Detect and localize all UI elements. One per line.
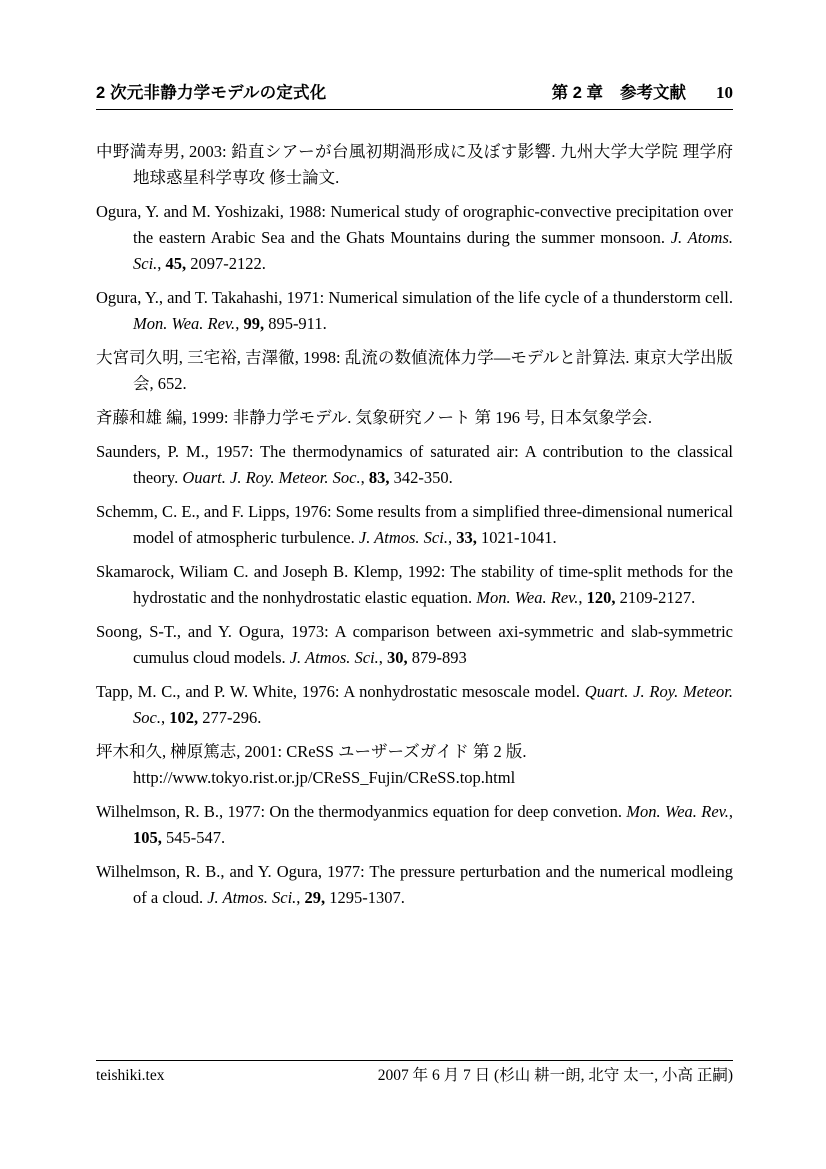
reference-text: 545-547. xyxy=(161,828,226,847)
reference-entry xyxy=(96,859,733,911)
reference-entry xyxy=(96,559,733,611)
reference-text: 895-911. xyxy=(264,314,327,333)
reference-text: 2097-2122. xyxy=(186,254,266,273)
reference-text: 大宮司久明, 三宅裕, 吉澤徹, 1998: 乱流の数値流体力学—モデルと計算法. 東京大学出版会, 652. xyxy=(96,348,733,393)
reference-text: , xyxy=(728,802,733,821)
reference-entry xyxy=(96,619,733,671)
reference-entry xyxy=(96,799,733,851)
reference-text: 1295-1307. xyxy=(325,888,405,907)
reference-text: Wilhelmson, R. B., and Y. Ogura, 1977: The pressure perturbation and the numerical modleing of a cloud. xyxy=(96,862,733,907)
reference-text: Mon. Wea. Rev. xyxy=(476,588,579,607)
reference-text: , xyxy=(578,588,587,607)
reference-text: Mon. Wea. Rev. xyxy=(626,802,729,821)
reference-text: http://www.tokyo.rist.or.jp/CReSS_Fujin/CReSS.top.html xyxy=(133,768,516,787)
reference-text: Ogura, Y. and M. Yoshizaki, 1988: Numerical study of orographic-convective precipitation over the eastern Arabic Sea and the Ghats Mountains during the summer monsoon. xyxy=(96,202,733,247)
reference-text: 102, xyxy=(169,708,199,727)
reference-text: 30, xyxy=(387,648,408,667)
reference-entry xyxy=(96,679,733,731)
reference-text: , xyxy=(360,468,369,487)
reference-text: , xyxy=(378,648,388,667)
reference-text: J. Atoms. Sci. xyxy=(133,228,733,273)
reference-text: 120, xyxy=(586,588,616,607)
reference-list xyxy=(96,139,733,919)
reference-text: 斉藤和雄 編, 1999: 非静力学モデル. 気象研究ノート 第 196 号, 日本気象学会. xyxy=(96,408,653,427)
reference-text: 45, xyxy=(165,254,187,273)
page-header xyxy=(96,82,733,110)
reference-text: 277-296. xyxy=(198,708,262,727)
header-right-group xyxy=(552,82,733,104)
reference-entry xyxy=(96,739,733,791)
page-footer xyxy=(96,1060,733,1086)
reference-text: , xyxy=(447,528,457,547)
page-number: 10 xyxy=(716,83,733,102)
reference-text: Schemm, C. E., and F. Lipps, 1976: Some results from a simplified three-dimensional numerical model of atmospheric turbulence. xyxy=(96,502,733,547)
reference-text: , xyxy=(296,888,305,907)
reference-text: , xyxy=(157,254,166,273)
reference-text: , xyxy=(160,708,170,727)
reference-text: 105, xyxy=(133,828,162,847)
reference-text: , xyxy=(235,314,244,333)
reference-text: 中野満寿男, 2003: 鉛直シアーが台風初期渦形成に及ぼす影響. 九州大学大学院 理学府 地球惑星科学専攻 修士論文. xyxy=(96,142,733,187)
reference-text: Ogura, Y., and T. Takahashi, 1971: Numerical simulation of the life cycle of a thunderstorm cell. xyxy=(96,288,733,307)
reference-entry xyxy=(96,139,733,191)
reference-entry xyxy=(96,345,733,397)
header-section-title: 2 次元非静力学モデルの定式化 xyxy=(96,84,327,102)
reference-entry xyxy=(96,439,733,491)
reference-text: 29, xyxy=(304,888,326,907)
reference-text: 33, xyxy=(456,528,477,547)
reference-text: 2109-2127. xyxy=(615,588,696,607)
reference-text: Wilhelmson, R. B., 1977: On the thermodyanmics equation for deep convetion. xyxy=(96,802,627,821)
reference-text: Ouart. J. Roy. Meteor. Soc. xyxy=(182,468,361,487)
reference-text: 83, xyxy=(368,468,390,487)
reference-text: Tapp, M. C., and P. W. White, 1976: A nonhydrostatic mesoscale model. xyxy=(96,682,585,701)
reference-text: J. Atmos. Sci. xyxy=(289,648,379,667)
reference-text: J. Atmos. Sci. xyxy=(358,528,448,547)
footer-filename: teishiki.tex xyxy=(96,1067,165,1084)
reference-entry xyxy=(96,499,733,551)
reference-entry xyxy=(96,285,733,337)
reference-text: 879-893 xyxy=(407,648,467,667)
footer-date-authors: 2007 年 6 月 7 日 (杉山 耕一朗, 北守 太一, 小高 正嗣) xyxy=(377,1067,733,1084)
reference-text: Mon. Wea. Rev. xyxy=(133,314,236,333)
reference-text: 1021-1041. xyxy=(476,528,557,547)
reference-text: 坪木和久, 榊原篤志, 2001: CReSS ユーザーズガイド 第 2 版. xyxy=(96,742,527,761)
reference-text: Soong, S-T., and Y. Ogura, 1973: A comparison between axi-symmetric and slab-symmetric cumulus cloud models. xyxy=(96,622,733,667)
reference-text: 99, xyxy=(243,314,265,333)
reference-text: Quart. J. Roy. Meteor. Soc. xyxy=(133,682,733,727)
reference-text: Saunders, P. M., 1957: The thermodynamics of saturated air: A contribution to the classical theory. xyxy=(96,442,733,487)
header-chapter-label: 第 2 章 xyxy=(551,84,603,102)
reference-entry xyxy=(96,405,733,431)
reference-text: Skamarock, Wiliam C. and Joseph B. Klemp, 1992: The stability of time-split methods for the hydrostatic and the nonhydrostatic elastic equation. xyxy=(96,562,733,607)
reference-text: 342-350. xyxy=(389,468,453,487)
reference-text: J. Atmos. Sci. xyxy=(207,888,297,907)
reference-entry xyxy=(96,199,733,277)
header-chapter-title: 参考文献 xyxy=(620,84,686,102)
